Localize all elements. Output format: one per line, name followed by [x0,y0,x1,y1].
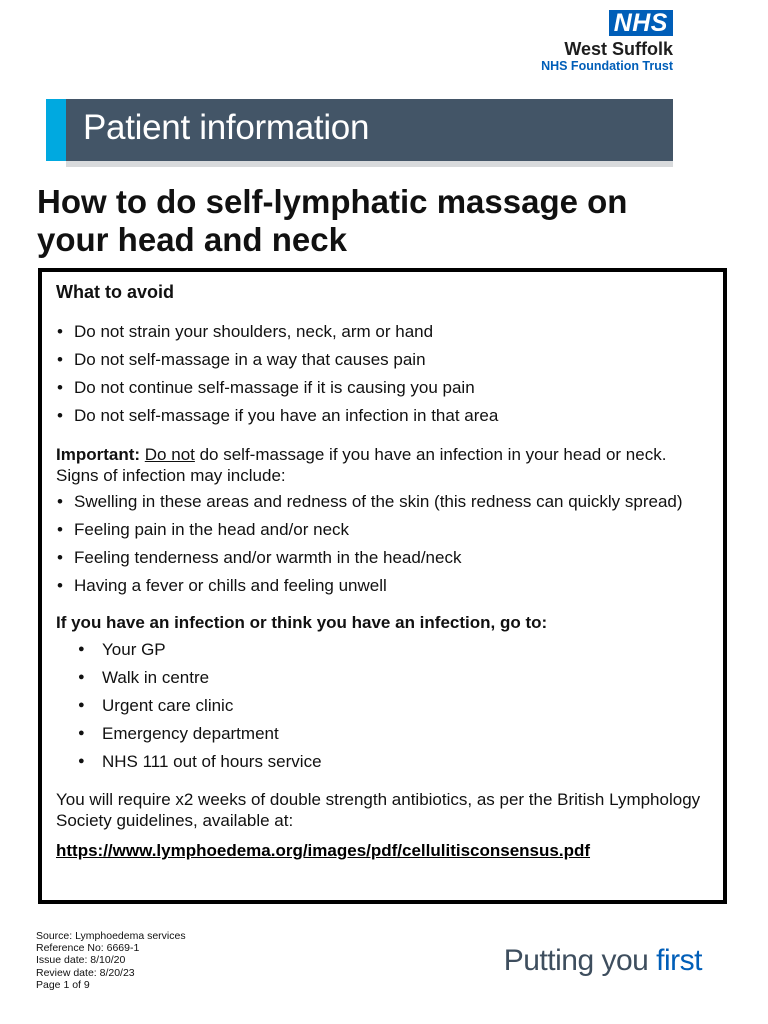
place-item: ● Walk in centre [78,667,709,688]
footer-issue-date: Issue date: 8/10/20 [36,954,126,967]
infection-heading: If you have an infection or think you have an infection, go to: [56,613,548,632]
banner-shadow [66,161,673,167]
place-item: ● Your GP [78,639,709,660]
signs-list [56,491,709,596]
important-note [56,444,709,486]
avoid-item: • Do not strain your shoulders, neck, arm or hand [56,321,709,342]
important-do-not: Do not [144,445,195,464]
avoid-list [56,321,709,426]
avoid-item: • Do not self-massage if you have an infection in that area [56,405,709,426]
trust-subtitle: NHS Foundation Trust [541,59,673,73]
places-list [56,639,709,772]
nhs-logo [541,10,673,74]
sign-item: • Swelling in these areas and redness of the skin (this redness can quickly spread) [56,491,709,512]
footer-page-number: Page 1 of 9 [36,978,90,991]
banner-title: Patient information [83,108,370,147]
important-label: Important: [56,445,141,464]
banner-accent [46,99,66,161]
info-box [38,268,727,904]
tagline [504,944,702,978]
tagline-accent: first [656,944,702,977]
page-title-line-1: How to do self-lymphatic massage on [37,183,628,220]
trust-name: West Suffolk [564,39,673,59]
patient-info-banner [46,99,673,161]
footer-reference: Reference No: 6669-1 [36,942,140,955]
place-item: ● NHS 111 out of hours service [78,751,709,772]
guidelines-link[interactable]: https://www.lymphoedema.org/images/pdf/cellulitisconsensus.pdf [56,841,591,860]
footer-meta [36,930,186,991]
avoid-heading: What to avoid [56,282,174,302]
footer-review-date: Review date: 8/20/23 [36,966,135,979]
nhs-badge: NHS [609,10,673,36]
sign-item: • Feeling tenderness and/or warmth in the head/neck [56,547,709,568]
sign-item: • Having a fever or chills and feeling unwell [56,575,709,596]
footer-source: Source: Lymphoedema services [36,930,186,942]
page-title-line-2: your head and neck [37,221,347,258]
important-text: do self-massage if you have an infection in your head or neck. Signs of infection may include: [56,445,667,485]
page-title [37,183,737,259]
antibiotics-text: You will require x2 weeks of double strength antibiotics, as per the British Lymphology Society guidelines, available at: [56,790,701,830]
avoid-item: • Do not continue self-massage if it is causing you pain [56,377,709,398]
avoid-item: • Do not self-massage in a way that causes pain [56,349,709,370]
tagline-main: Putting you [503,944,657,977]
place-item: ● Urgent care clinic [78,695,709,716]
place-item: ● Emergency department [78,723,709,744]
sign-item: • Feeling pain in the head and/or neck [56,519,709,540]
